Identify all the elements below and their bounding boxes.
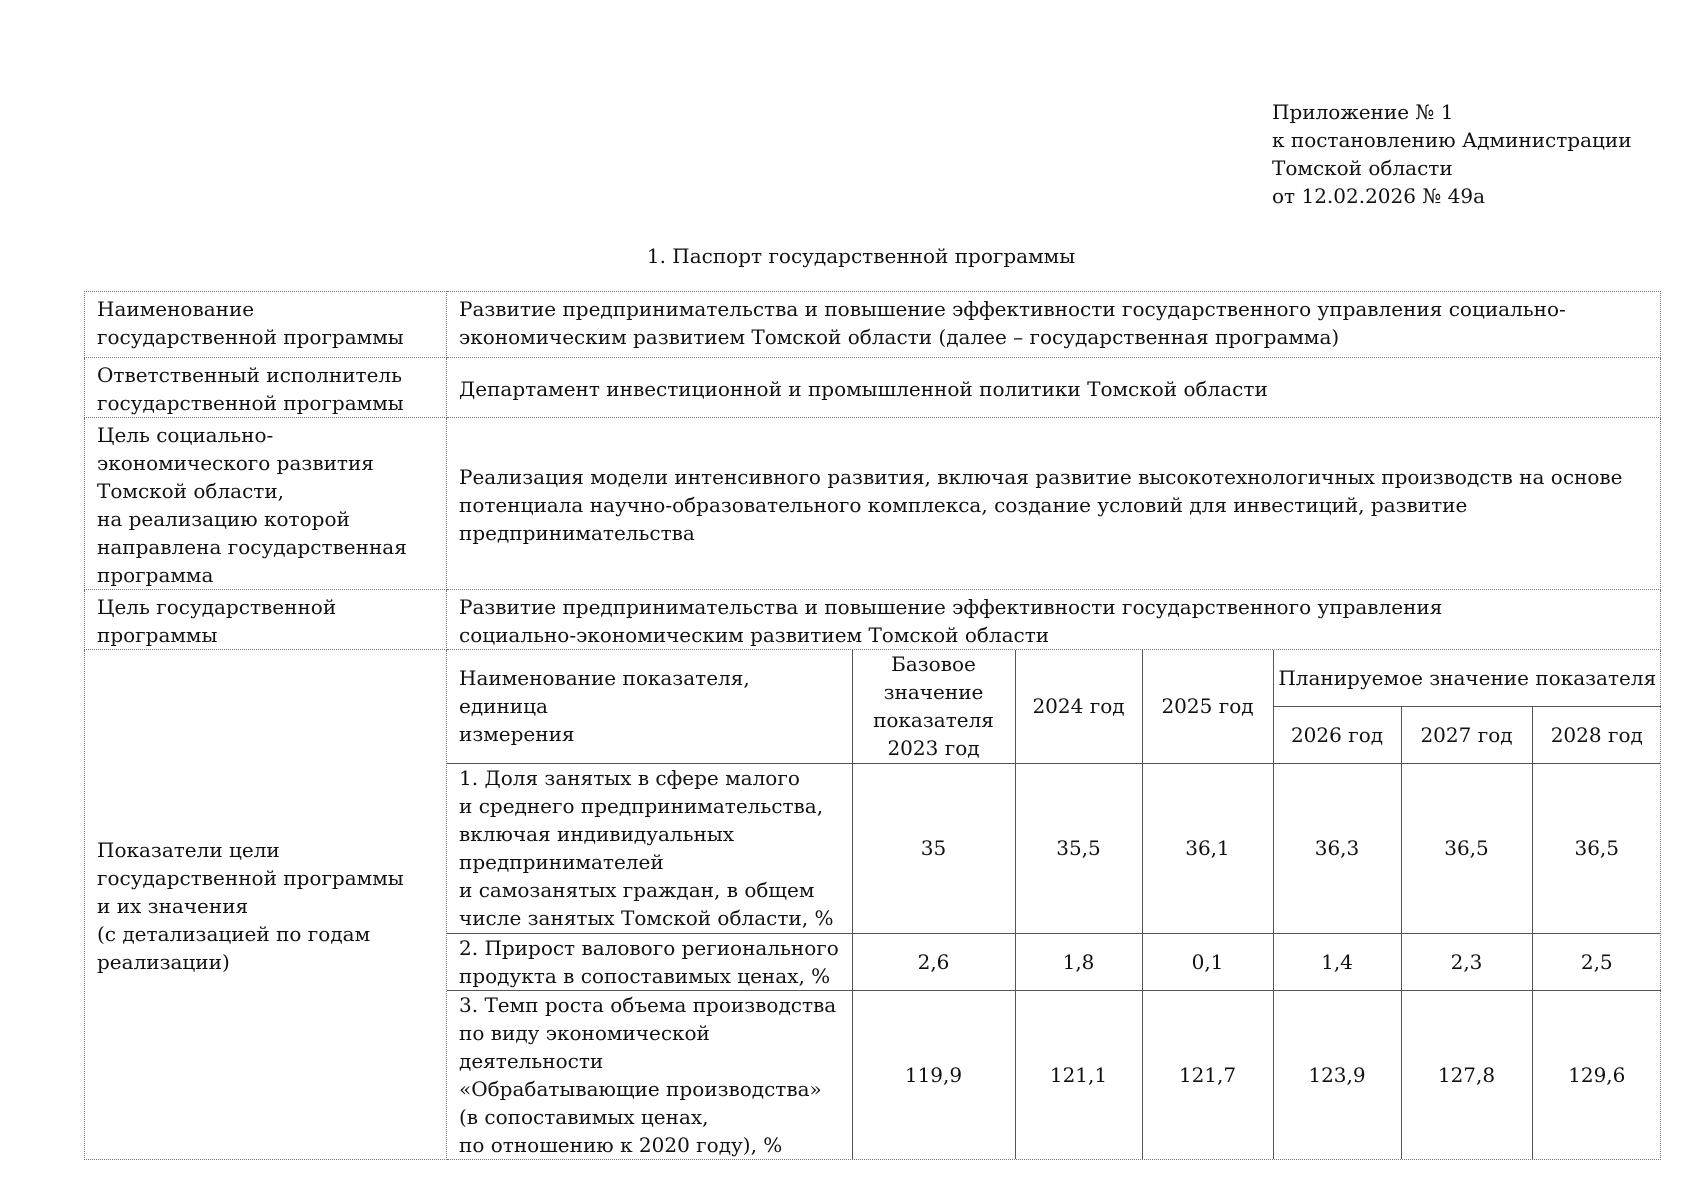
passport-row-program-goal [85, 590, 1661, 650]
indicators-table [447, 650, 1661, 1159]
base-value-header: Базовое значение показателя 2023 год [852, 650, 1015, 763]
indicator-name: 2. Прирост валового регионального продукта в сопоставимых ценах, % [447, 933, 852, 990]
indicator-value-2027: 36,5 [1401, 763, 1532, 933]
passport-label: Цель социально- экономического развития Томской области, на реализацию которой направлена государственная программа [85, 418, 447, 590]
year-2025-header: 2025 год [1142, 650, 1273, 763]
planned-value-header: Планируемое значение показателя [1273, 650, 1661, 706]
passport-row-executor [85, 358, 1661, 418]
passport-label: Ответственный исполнитель государственной программы [85, 358, 447, 418]
indicator-value-2027: 127,8 [1401, 990, 1532, 1159]
year-2024-header: 2024 год [1015, 650, 1142, 763]
indicator-name: 3. Темп роста объема производства по виду экономической деятельности «Обрабатывающие производства» (в сопоставимых ценах, по отношению к 2020 году), % [447, 990, 852, 1159]
passport-label: Цель государственной программы [85, 590, 447, 650]
indicator-value-2026: 1,4 [1273, 933, 1401, 990]
indicator-value-2025: 0,1 [1142, 933, 1273, 990]
passport-label: Показатели цели государственной программы и их значения (с детализацией по годам реализации) [85, 650, 447, 1160]
indicator-value-2024: 121,1 [1015, 990, 1142, 1159]
passport-value: Департамент инвестиционной и промышленной политики Томской области [447, 358, 1661, 418]
appendix-block [1272, 98, 1632, 210]
indicator-value-2028: 36,5 [1532, 763, 1661, 933]
indicator-row [447, 990, 1661, 1159]
indicator-value-2024: 1,8 [1015, 933, 1142, 990]
appendix-line-4: от 12.02.2026 № 49а [1272, 184, 1485, 208]
passport-value: Развитие предпринимательства и повышение эффективности государственного управления социально- экономическим развитием Томской области (далее – государственная программа) [447, 292, 1661, 358]
year-2027-header: 2027 год [1401, 706, 1532, 763]
passport-table [84, 291, 1661, 1160]
passport-value: Развитие предпринимательства и повышение эффективности государственного управления социально-экономическим развитием Томской области [447, 590, 1661, 650]
indicator-value-2024: 35,5 [1015, 763, 1142, 933]
passport-value: Реализация модели интенсивного развития, включая развитие высокотехнологичных производств на основе потенциала научно-образовательного комплекса, создание условий для инвестиций, развитие предпринимательства [447, 418, 1661, 590]
indicator-value-2026: 123,9 [1273, 990, 1401, 1159]
indicators-header-row-1 [447, 650, 1661, 706]
appendix-line-3: Томской области [1272, 156, 1453, 180]
appendix-line-2: к постановлению Администрации [1272, 128, 1632, 152]
indicators-cell [447, 650, 1661, 1160]
indicator-value-2025: 121,7 [1142, 990, 1273, 1159]
indicator-name-header: Наименование показателя, единица измерения [447, 650, 852, 763]
year-2028-header: 2028 год [1532, 706, 1661, 763]
appendix-line-1: Приложение № 1 [1272, 100, 1454, 124]
passport-row-indicators [85, 650, 1661, 1160]
indicator-value-2028: 2,5 [1532, 933, 1661, 990]
indicator-base-value: 2,6 [852, 933, 1015, 990]
indicator-row [447, 933, 1661, 990]
indicator-row [447, 763, 1661, 933]
passport-label: Наименование государственной программы [85, 292, 447, 358]
passport-row-program-name [85, 292, 1661, 358]
indicator-base-value: 35 [852, 763, 1015, 933]
indicator-value-2025: 36,1 [1142, 763, 1273, 933]
indicator-value-2026: 36,3 [1273, 763, 1401, 933]
indicator-value-2027: 2,3 [1401, 933, 1532, 990]
indicator-value-2028: 129,6 [1532, 990, 1661, 1159]
indicator-base-value: 119,9 [852, 990, 1015, 1159]
passport-row-regional-goal [85, 418, 1661, 590]
document-title: 1. Паспорт государственной программы [646, 244, 1076, 268]
year-2026-header: 2026 год [1273, 706, 1401, 763]
indicator-name: 1. Доля занятых в сфере малого и среднего предпринимательства, включая индивидуальных предпринимателей и самозанятых граждан, в общем числе занятых Томской области, % [447, 763, 852, 933]
